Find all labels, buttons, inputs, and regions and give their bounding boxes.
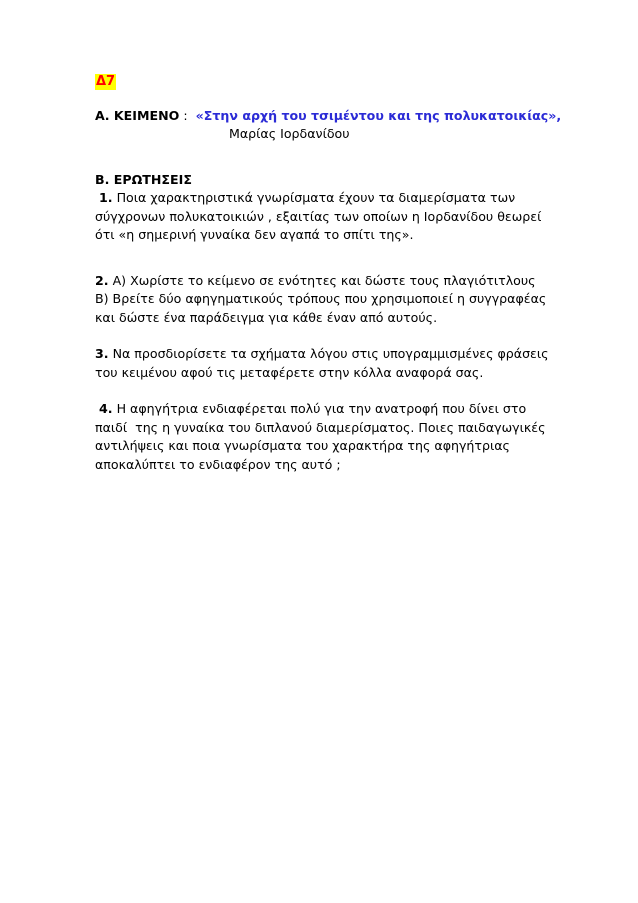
question-4-line-3: αντιλήψεις και ποια γνωρίσματα του χαρακτήρα της αφηγήτριας (95, 438, 510, 453)
question-2-text-1: Α) Χωρίστε το κείμενο σε ενότητες και δώστε τους πλαγιότιτλους (108, 272, 536, 288)
text-label-separator: : (179, 107, 196, 123)
text-author: Μαρίας Ιορδανίδου (229, 126, 350, 141)
question-4-line-1 (95, 400, 565, 419)
question-4-line-2: παιδί της η γυναίκα του διπλανού διαμερίσματος. Ποιες παιδαγωγικές (95, 419, 546, 435)
question-2 (95, 272, 565, 328)
text-source-line (95, 107, 565, 126)
section-tag: Δ7 (96, 74, 116, 89)
question-1-text-1: Ποια χαρακτηριστικά γνωρίσματα έχουν τα διαμερίσματα των (112, 190, 516, 205)
question-4-line-4: αποκαλύπτει το ενδιαφέρον της αυτό ; (95, 456, 341, 472)
question-2-line-3: και δώστε ένα παράδειγμα για κάθε έναν από αυτούς. (95, 309, 438, 325)
question-1-number: 1. (99, 190, 113, 205)
section-tag-row (95, 72, 565, 91)
question-3 (95, 345, 565, 382)
question-4-number: 4. (99, 401, 113, 416)
question-2-line-2: Β) Βρείτε δύο αφηγηματικούς τρόπους που χρησιμοποιεί η συγγραφέας (95, 291, 547, 306)
text-title: «Στην αρχή του τσιμέντου και της πολυκατοικίας», (195, 107, 562, 123)
document-page (95, 72, 565, 474)
text-label: Α. ΚΕΙΜΕΝΟ (95, 107, 180, 123)
question-2-number: 2. (95, 272, 109, 288)
question-4-text-1: Η αφηγήτρια ενδιαφέρεται πολύ για την ανατροφή που δίνει στο (112, 401, 527, 416)
question-4 (95, 400, 565, 474)
question-3-number: 3. (95, 346, 109, 361)
questions-heading-row (95, 171, 565, 190)
question-1 (95, 189, 565, 245)
question-3-line-2: του κειμένου αφού τις μεταφέρετε στην κόλλα αναφορά σας. (95, 364, 484, 380)
questions-heading: Β. ΕΡΩΤΗΣΕΙΣ (95, 171, 192, 187)
question-1-line-1 (95, 189, 565, 208)
question-2-line-1 (95, 272, 565, 291)
question-3-line-1 (95, 345, 565, 364)
author-line (95, 125, 565, 144)
question-3-text-1: Να προσδιορίσετε τα σχήματα λόγου στις υπογραμμισμένες φράσεις (108, 346, 549, 361)
question-1-line-2: σύγχρονων πολυκατοικιών , εξαιτίας των οποίων η Ιορδανίδου θεωρεί (95, 208, 542, 224)
question-1-line-3: ότι «η σημερινή γυναίκα δεν αγαπά το σπίτι της». (95, 227, 414, 242)
